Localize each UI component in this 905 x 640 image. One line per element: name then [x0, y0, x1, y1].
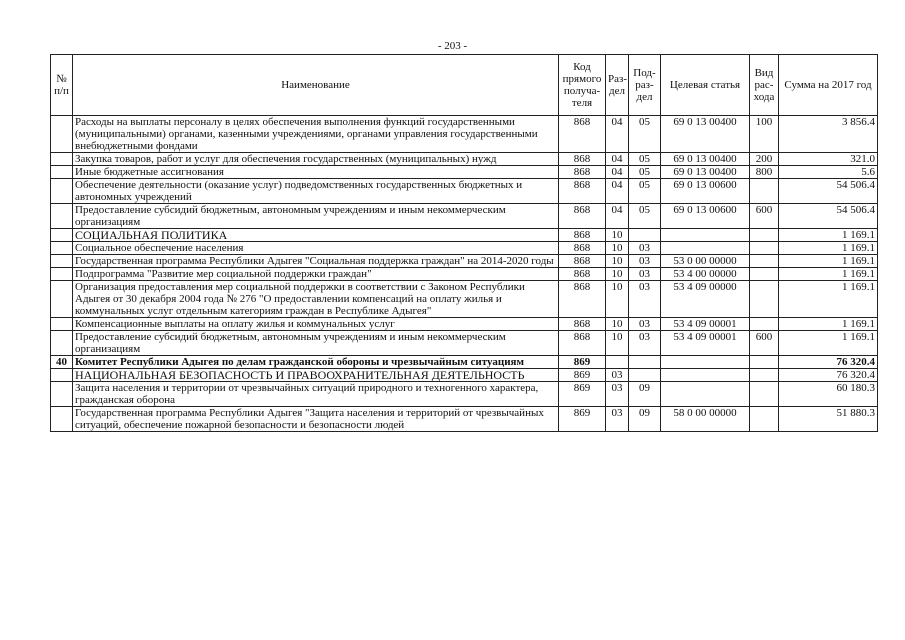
- table-row: [51, 153, 878, 166]
- cell-code: 868: [559, 116, 606, 153]
- cell-num: [51, 242, 73, 255]
- cell-subsection: 03: [629, 331, 661, 356]
- cell-code: 868: [559, 242, 606, 255]
- cell-type: 600: [750, 331, 779, 356]
- cell-sum: 3 856.4: [779, 116, 878, 153]
- cell-name: Комитет Республики Адыгея по делам гражданской обороны и чрезвычайным ситуациям: [73, 356, 559, 369]
- cell-section: 10: [606, 268, 629, 281]
- cell-num: 40: [51, 356, 73, 369]
- cell-type: 800: [750, 166, 779, 179]
- cell-name: Государственная программа Республики Адыгея "Социальная поддержка граждан" на 2014-2020 годы: [73, 255, 559, 268]
- cell-section: 10: [606, 318, 629, 331]
- cell-type: [750, 242, 779, 255]
- cell-subsection: 09: [629, 382, 661, 407]
- cell-type: [750, 369, 779, 382]
- cell-num: [51, 255, 73, 268]
- cell-subsection: [629, 369, 661, 382]
- table-row: [51, 179, 878, 204]
- cell-num: [51, 179, 73, 204]
- cell-sum: 1 169.1: [779, 268, 878, 281]
- cell-section: 10: [606, 331, 629, 356]
- cell-target: 69 0 13 00600: [661, 204, 750, 229]
- cell-subsection: 03: [629, 318, 661, 331]
- header-target: Целевая статья: [661, 55, 750, 116]
- cell-name: Подпрограмма "Развитие мер социальной поддержки граждан": [73, 268, 559, 281]
- cell-name: Компенсационные выплаты на оплату жилья и коммунальных услуг: [73, 318, 559, 331]
- cell-type: 100: [750, 116, 779, 153]
- cell-target: [661, 229, 750, 242]
- cell-section: 03: [606, 369, 629, 382]
- header-type: Вид рас-хода: [750, 55, 779, 116]
- cell-subsection: 05: [629, 116, 661, 153]
- cell-type: [750, 268, 779, 281]
- cell-num: [51, 281, 73, 318]
- cell-num: [51, 229, 73, 242]
- cell-type: 200: [750, 153, 779, 166]
- table-row: [51, 204, 878, 229]
- cell-section: 10: [606, 242, 629, 255]
- cell-num: [51, 166, 73, 179]
- cell-section: 04: [606, 116, 629, 153]
- table-row: [51, 356, 878, 369]
- cell-target: 53 4 00 00000: [661, 268, 750, 281]
- cell-code: 868: [559, 229, 606, 242]
- cell-sum: 1 169.1: [779, 242, 878, 255]
- table-row: [51, 166, 878, 179]
- cell-target: 53 4 09 00001: [661, 331, 750, 356]
- cell-section: 03: [606, 382, 629, 407]
- cell-sum: 54 506.4: [779, 179, 878, 204]
- cell-type: [750, 255, 779, 268]
- cell-code: 868: [559, 255, 606, 268]
- header-num: № п/п: [51, 55, 73, 116]
- table-row: [51, 281, 878, 318]
- cell-name: Социальное обеспечение населения: [73, 242, 559, 255]
- table-row: [51, 369, 878, 382]
- cell-sum: 54 506.4: [779, 204, 878, 229]
- table-row: [51, 229, 878, 242]
- table-row: [51, 268, 878, 281]
- cell-type: [750, 179, 779, 204]
- cell-sum: 1 169.1: [779, 318, 878, 331]
- cell-num: [51, 204, 73, 229]
- cell-sum: 60 180.3: [779, 382, 878, 407]
- cell-name: Организация предоставления мер социальной поддержки в соответствии с Законом Республики Адыгея от 30 декабря 2004 года № 276 "О предоставлении компенсаций на оплату жилья и коммунальных услуг отдельным категориям граждан в Республике Адыгея": [73, 281, 559, 318]
- cell-section: 04: [606, 153, 629, 166]
- cell-code: 868: [559, 281, 606, 318]
- cell-sum: 51 880.3: [779, 407, 878, 432]
- cell-num: [51, 153, 73, 166]
- cell-code: 868: [559, 153, 606, 166]
- cell-code: 868: [559, 204, 606, 229]
- cell-section: 04: [606, 166, 629, 179]
- cell-code: 868: [559, 331, 606, 356]
- cell-section: 10: [606, 229, 629, 242]
- cell-target: 69 0 13 00400: [661, 153, 750, 166]
- cell-subsection: 03: [629, 281, 661, 318]
- cell-name: Расходы на выплаты персоналу в целях обеспечения выполнения функций государственными (муниципальными) органами, казенными учреждениями, органами управления государственными внебюджетными фондами: [73, 116, 559, 153]
- header-section: Раз-дел: [606, 55, 629, 116]
- header-name: Наименование: [73, 55, 559, 116]
- cell-subsection: 05: [629, 153, 661, 166]
- cell-subsection: 03: [629, 268, 661, 281]
- cell-code: 868: [559, 166, 606, 179]
- cell-target: [661, 242, 750, 255]
- budget-table: [50, 54, 878, 432]
- cell-num: [51, 116, 73, 153]
- table-row: [51, 331, 878, 356]
- cell-target: 58 0 00 00000: [661, 407, 750, 432]
- cell-subsection: [629, 356, 661, 369]
- header-sum: Сумма на 2017 год: [779, 55, 878, 116]
- cell-num: [51, 369, 73, 382]
- table-row: [51, 382, 878, 407]
- cell-sum: 5.6: [779, 166, 878, 179]
- table-row: [51, 242, 878, 255]
- cell-name: Предоставление субсидий бюджетным, автономным учреждениям и иным некоммерческим организациям: [73, 331, 559, 356]
- table-row: [51, 116, 878, 153]
- cell-code: 868: [559, 318, 606, 331]
- cell-name: Иные бюджетные ассигнования: [73, 166, 559, 179]
- cell-sum: 1 169.1: [779, 331, 878, 356]
- cell-target: 69 0 13 00400: [661, 116, 750, 153]
- cell-target: [661, 369, 750, 382]
- cell-subsection: [629, 229, 661, 242]
- cell-name: Закупка товаров, работ и услуг для обеспечения государственных (муниципальных) нужд: [73, 153, 559, 166]
- cell-section: 10: [606, 255, 629, 268]
- cell-type: 600: [750, 204, 779, 229]
- cell-name: Государственная программа Республики Адыгея "Защита населения и территорий от чрезвычайных ситуаций, обеспечение пожарной безопасности и безопасности людей: [73, 407, 559, 432]
- cell-code: 868: [559, 268, 606, 281]
- cell-target: 69 0 13 00600: [661, 179, 750, 204]
- cell-section: 03: [606, 407, 629, 432]
- cell-type: [750, 407, 779, 432]
- cell-target: 53 0 00 00000: [661, 255, 750, 268]
- cell-subsection: 03: [629, 242, 661, 255]
- cell-type: [750, 281, 779, 318]
- cell-target: 53 4 09 00001: [661, 318, 750, 331]
- cell-target: 69 0 13 00400: [661, 166, 750, 179]
- cell-name: Защита населения и территории от чрезвычайных ситуаций природного и техногенного характера, гражданская оборона: [73, 382, 559, 407]
- cell-sum: 1 169.1: [779, 281, 878, 318]
- cell-type: [750, 356, 779, 369]
- cell-subsection: 03: [629, 255, 661, 268]
- cell-section: 10: [606, 281, 629, 318]
- cell-num: [51, 331, 73, 356]
- table-row: [51, 407, 878, 432]
- cell-sum: 1 169.1: [779, 255, 878, 268]
- cell-sum: 76 320.4: [779, 356, 878, 369]
- cell-target: 53 4 09 00000: [661, 281, 750, 318]
- cell-name: Предоставление субсидий бюджетным, автономным учреждениям и иным некоммерческим организациям: [73, 204, 559, 229]
- table-header-row: [51, 55, 878, 116]
- cell-name: СОЦИАЛЬНАЯ ПОЛИТИКА: [73, 229, 559, 242]
- cell-name: НАЦИОНАЛЬНАЯ БЕЗОПАСНОСТЬ И ПРАВООХРАНИТЕЛЬНАЯ ДЕЯТЕЛЬНОСТЬ: [73, 369, 559, 382]
- cell-code: 869: [559, 382, 606, 407]
- cell-target: [661, 382, 750, 407]
- cell-subsection: 09: [629, 407, 661, 432]
- cell-section: 04: [606, 204, 629, 229]
- cell-sum: 76 320.4: [779, 369, 878, 382]
- cell-type: [750, 318, 779, 331]
- cell-code: 869: [559, 407, 606, 432]
- cell-code: 869: [559, 356, 606, 369]
- cell-subsection: 05: [629, 204, 661, 229]
- cell-code: 868: [559, 179, 606, 204]
- cell-type: [750, 229, 779, 242]
- cell-target: [661, 356, 750, 369]
- header-code: Код прямого получа-теля: [559, 55, 606, 116]
- cell-sum: 1 169.1: [779, 229, 878, 242]
- header-subsection: Под-раз-дел: [629, 55, 661, 116]
- page-number: - 203 -: [437, 40, 468, 52]
- cell-code: 869: [559, 369, 606, 382]
- cell-subsection: 05: [629, 179, 661, 204]
- cell-subsection: 05: [629, 166, 661, 179]
- table-row: [51, 255, 878, 268]
- cell-num: [51, 268, 73, 281]
- cell-type: [750, 382, 779, 407]
- table-row: [51, 318, 878, 331]
- table-body: [51, 116, 878, 432]
- cell-num: [51, 382, 73, 407]
- cell-name: Обеспечение деятельности (оказание услуг) подведомственных государственных бюджетных и автономных учреждений: [73, 179, 559, 204]
- cell-num: [51, 407, 73, 432]
- cell-section: 04: [606, 179, 629, 204]
- cell-section: [606, 356, 629, 369]
- cell-sum: 321.0: [779, 153, 878, 166]
- cell-num: [51, 318, 73, 331]
